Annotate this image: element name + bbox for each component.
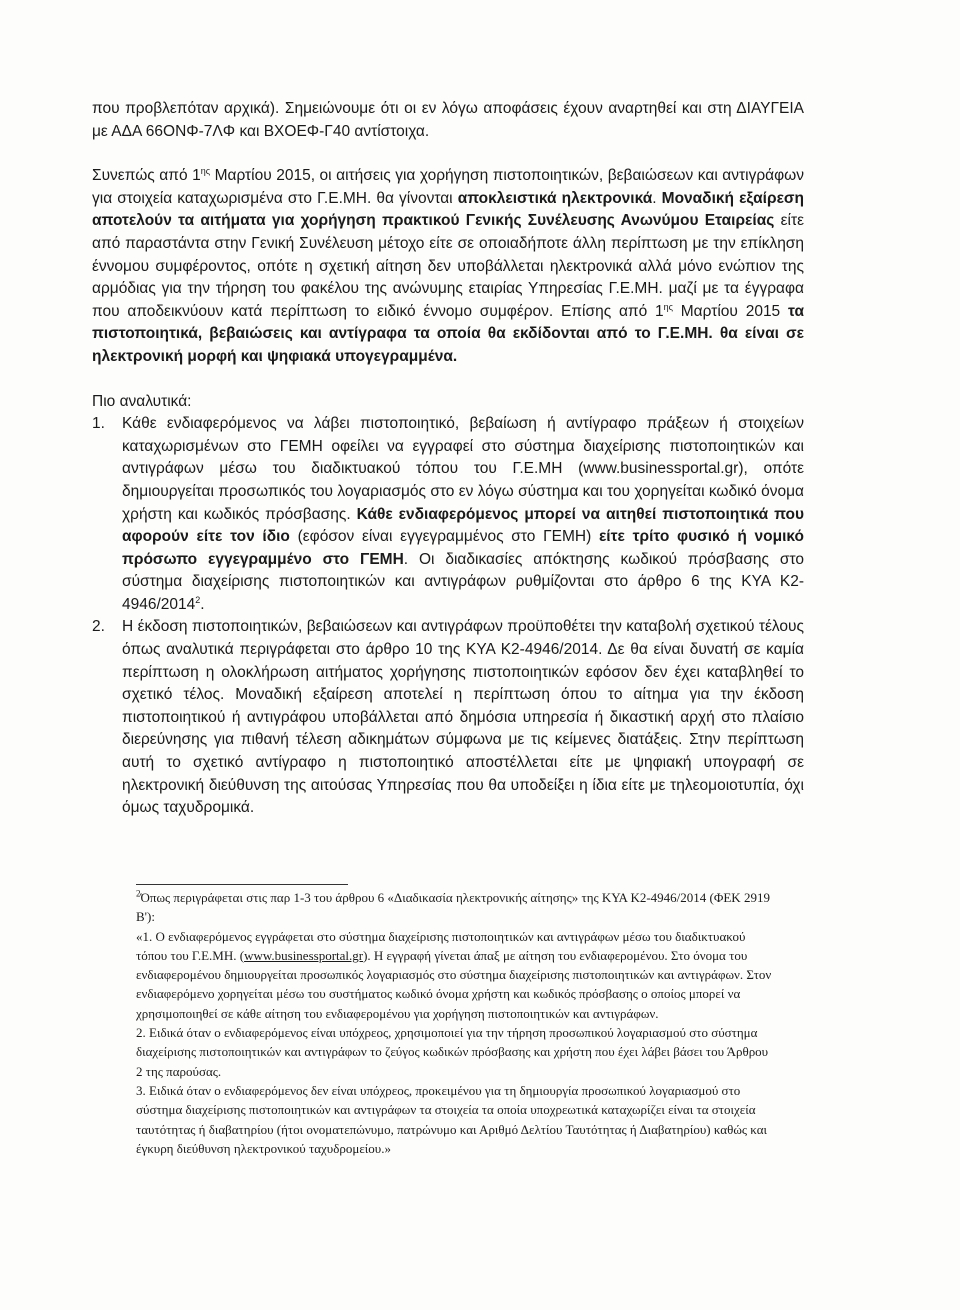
list-item-number: 1. (92, 415, 105, 433)
businessportal-link[interactable]: www.businessportal.gr (244, 947, 364, 963)
footnote-reference[interactable]: 2 (195, 594, 201, 605)
list-item-number: 2. (92, 618, 105, 636)
intro-paragraph: που προβλεπόταν αρχικά). Σημειώνουμε ότι οι εν λόγω αποφάσεις έχουν αναρτηθεί και στη ΔΙΑΥΓΕΙΑ με ΑΔΑ 66ΟΝΦ-7ΛΦ και ΒΧΟΕΦ-Γ40 αντίστοιχα. (92, 100, 804, 140)
footnote-paragraph-2: 2. Ειδικά όταν ο ενδιαφερόμενος είναι υπόχρεος, χρησιμοποιεί για την τήρηση προσωπικού λογαριασμού στο σύστημα διαχείρισης πιστοποιητικών και αντιγράφων το ζεύγος κωδικών πρόσβασης και χρήστη που έχει λάβει βάσει του Άρθρου 2 της παρούσας. (136, 1025, 769, 1079)
list-item: 2. Η έκδοση πιστοποιητικών, βεβαιώσεων και αντιγράφων προϋποθέτει την καταβολή σχετικού τέλους όπως αναλυτικά περιγράφεται στο άρθρο 10 της ΚΥΑ Κ2-4946/2014. Δε θα είναι δυνατή σε καμία περίπτωση η ολοκλήρωση αιτήματος χορήγησης πιστοποιητικών εφόσον δεν έχει καταβληθεί το σχετικό τέλος. Μοναδική εξαίρεση αποτελεί η περίπτωση όπου το αίτημα για την έκδοση πιστοποιητικού ή αντιγράφου υποβάλλεται από δημόσια υπηρεσία ή δικαστική αρχή στο πλαίσιο διερεύνησης για πιθανή τέλεση αδικημάτων σύμφωνα με τις κείμενες διατάξεις. Στην περίπτωση αυτή το σχετικό αντίγραφο η πιστοποιητικό αποστέλλεται είτε με ψηφιακή υπογραφή σε ηλεκτρονική διεύθυνση της αιτούσας Υπηρεσίας που θα υποδείξει η ίδια είτε με τηλεομοιοτυπία, όχι όμως ταχυδρομικά. (92, 618, 804, 817)
footnote-intro: $^2$Όπως περιγράφεται στις παρ 1-3 του άρθρου 6 «Διαδικασία ηλεκτρονικής αίτησης» της ΚΥΑ Κ2-4946/2014 (ΦΕΚ 2919 Β'): (136, 888, 770, 925)
list-item: 1. Κάθε ενδιαφερόμενος να λάβει πιστοποιητικό, βεβαίωση ή αντίγραφο πράξεων ή στοιχείων καταχωρισμένων στο ΓΕΜΗ οφείλει να εγγραφεί στο σύστημα διαχείρισης πιστοποιητικών και αντιγράφων μέσω του διαδικτυακού τόπου του Γ.Ε.ΜΗ (www.businessportal.gr), οπότε δημιουργείται προσωπικός του λογαριασμός στο εν λόγω σύστημα και του χορηγείται κωδικό όνομα χρήστη και κωδικός πρόσβασης. Κάθε ενδιαφερόμενος μπορεί να αιτηθεί πιστοποιητικά που αφορούν είτε τον ίδιο (εφόσον είναι εγγεγραμμένος στο ΓΕΜΗ) είτε τρίτο φυσικό ή νομικό πρόσωπο εγγεγραμμένο στο ΓΕΜΗ. Οι διαδικασίες απόκτησης κωδικού πρόσβασης στο σύστημα διαχείρισης πιστοποιητικών και αντιγράφων ρυθμίζονται στο άρθρο 6 της ΚΥΑ Κ2-4946/2014$^2$. (92, 415, 804, 613)
detail-list (92, 413, 804, 820)
footnote (136, 888, 776, 1158)
electronic-requests-paragraph: Συνεπώς από $1^{\eta\varsigma}$ Μαρτίου 2015, οι αιτήσεις για χορήγηση πιστοποιητικών, βεβαιώσεων και αντιγράφων για στοιχεία καταχωρισμένα στο Γ.Ε.ΜΗ. θα γίνονται αποκλειστικά ηλεκτρονικά. Μοναδική εξαίρεση αποτελούν τα αιτήματα για χορήγηση πρακτικού Γενικής Συνέλευσης Ανωνύμου Εταιρείας είτε από παραστάντα στην Γενική Συνέλευση μέτοχο είτε σε οποιαδήποτε άλλη περίπτωση με την επίκληση έννομου συμφέροντος, οπότε η σχετική αίτηση δεν υποβάλλεται ηλεκτρονικά αλλά μόνο ενώπιον της αρμόδιας για την τήρηση του φακέλου της ανώνυμης εταιρίας Υπηρεσίας Γ.Ε.ΜΗ. μαζί με τα έγγραφα που αποδεικνύουν κατά περίπτωση το ειδικό έννομο συμφέρον. Επίσης από $1^{\eta\varsigma}$ Μαρτίου 2015 τα πιστοποιητικά, βεβαιώσεις και αντίγραφα τα οποία θα εκδίδονται από το Γ.Ε.ΜΗ. θα είναι σε ηλεκτρονική μορφή και ψηφιακά υπογεγραμμένα. (92, 166, 805, 365)
footnote-paragraph-3: 3. Ειδικά όταν ο ενδιαφερόμενος δεν είναι υπόχρεος, προκειμένου για τη δημιουργία προσωπικού λογαριασμού στο σύστημα διαχείρισης πιστοποιητικών και αντιγράφων τα στοιχεία τα οποία υποχρεωτικά καταχωρίζει είναι τα στοιχεία ταυτότητας ή διαβατηρίου (ήτοι ονοματεπώνυμο, πατρώνυμο και Αριθμό Δελτίου Ταυτότητας ή Διαβατηρίου) καθώς και έγκυρη διεύθυνση ηλεκτρονικού ταχυδρομείου.» (136, 1082, 768, 1156)
footnote-separator (136, 884, 348, 885)
document-body (92, 98, 804, 820)
footnote-mark: 2 (136, 888, 141, 899)
footnote-paragraph-1: «1. Ο ενδιαφερόμενος εγγράφεται στο σύστημα διαχείρισης πιστοποιητικών και αντιγράφων μέσω του διαδικτυακού τόπου του Γ.Ε.ΜΗ. (www.businessportal.gr). Η εγγραφή γίνεται άπαξ με αίτηση του ενδιαφερομένου. Στο όνομα του ενδιαφερομένου δημιουργείται προσωπικός λογαριασμός στο σύστημα διαχείρισης πιστοποιητικών και αντιγράφων. Στον ενδιαφερόμενο χορηγείται μέσω του συστήματος κωδικό όνομα χρήστη και κωδικός πρόσβασης ο οποίος μπορεί να χρησιμοποιηθεί σε κάθε αίτηση του ενδιαφερομένου για χορήγηση πιστοποιητικών και αντιγράφων. (136, 928, 772, 1021)
more-detail-heading: Πιο αναλυτικά: (92, 392, 192, 410)
